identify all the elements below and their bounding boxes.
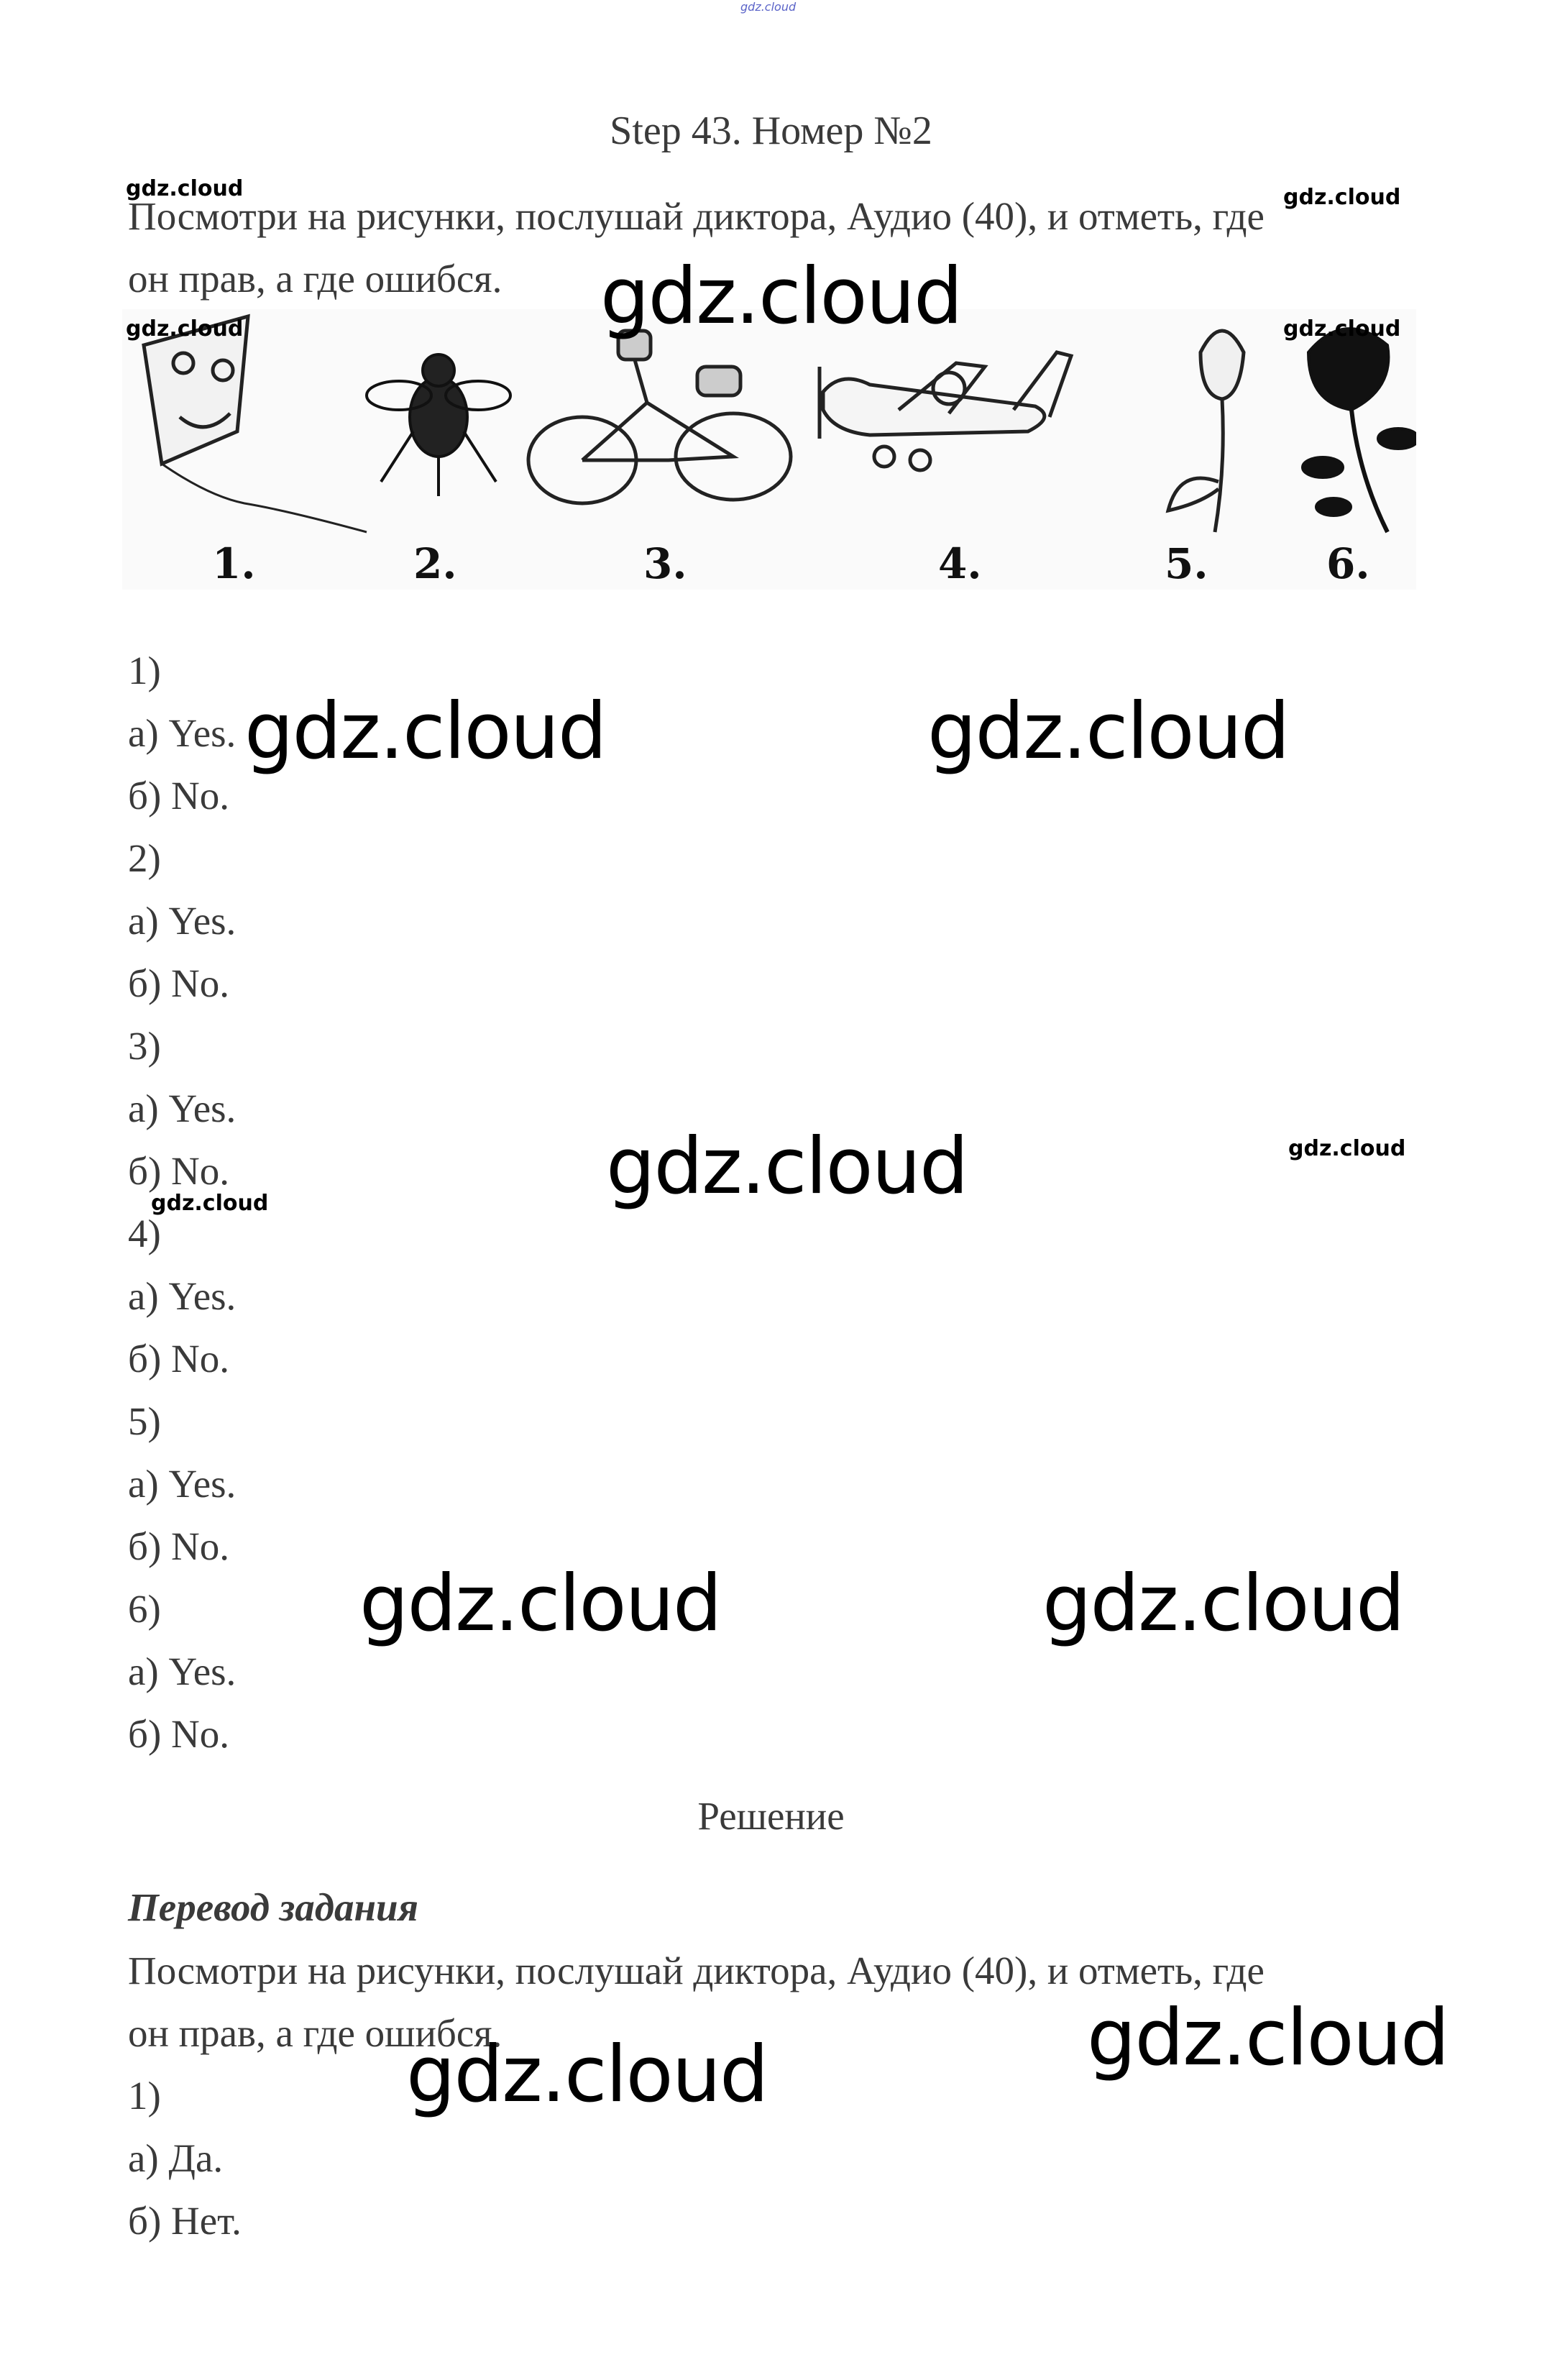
- question-6-answer-b: б) No.: [128, 1712, 230, 1756]
- watermark-large: gdz.cloud: [600, 252, 962, 342]
- task-line-1: Посмотри на рисунки, послушай диктора, Аудио (40), и отметь, где: [128, 194, 1265, 238]
- question-4-answer-a: а) Yes.: [128, 1274, 237, 1318]
- task-line-2: он прав, а где ошибся.: [128, 257, 502, 301]
- question-5-answer-a: а) Yes.: [128, 1462, 237, 1506]
- question-3-answer-b: б) No.: [128, 1149, 230, 1193]
- picture-number-3: 3.: [643, 539, 687, 588]
- question-2-answer-b: б) No.: [128, 961, 230, 1005]
- translation-question-1-answer-b: б) Нет.: [128, 2199, 242, 2243]
- translation-line-1: Посмотри на рисунки, послушай диктора, Аудио (40), и отметь, где: [128, 1949, 1265, 1992]
- watermark-small: gdz.cloud: [1288, 1136, 1406, 1161]
- translation-line-2: он прав, а где ошибся.: [128, 2011, 502, 2055]
- watermark-large: gdz.cloud: [606, 1122, 968, 1212]
- question-1-answer-b: б) No.: [128, 774, 230, 818]
- translation-question-1-answer-a: а) Да.: [128, 2136, 224, 2180]
- watermark-large: gdz.cloud: [927, 687, 1289, 777]
- header-watermark: gdz.cloud: [740, 0, 797, 14]
- question-2-answer-a: а) Yes.: [128, 899, 237, 943]
- watermark-large: gdz.cloud: [244, 687, 606, 777]
- question-6-answer-a: а) Yes.: [128, 1649, 237, 1693]
- question-1-answer-a: а) Yes.: [128, 711, 237, 755]
- watermark-small: gdz.cloud: [1283, 316, 1401, 342]
- watermark-large: gdz.cloud: [1042, 1559, 1404, 1649]
- question-5-answer-b: б) No.: [128, 1524, 230, 1568]
- question-3-answer-a: а) Yes.: [128, 1086, 237, 1130]
- question-5-number: 5): [128, 1399, 161, 1443]
- watermark-large: gdz.cloud: [1087, 1993, 1449, 2083]
- question-6-number: 6): [128, 1587, 161, 1631]
- pictures-strip: [122, 309, 1416, 590]
- watermark-small: gdz.cloud: [126, 316, 244, 342]
- solution-heading: Решение: [697, 1794, 845, 1838]
- pictures-drawing: [122, 309, 1416, 590]
- picture-number-5: 5.: [1165, 539, 1208, 588]
- watermark-small: gdz.cloud: [1283, 185, 1401, 210]
- watermark-small: gdz.cloud: [151, 1191, 269, 1216]
- watermark-large: gdz.cloud: [359, 1559, 721, 1649]
- question-2-number: 2): [128, 836, 161, 880]
- question-4-number: 4): [128, 1212, 161, 1255]
- question-4-answer-b: б) No.: [128, 1337, 230, 1381]
- watermark-large: gdz.cloud: [406, 2030, 768, 2120]
- question-1-number: 1): [128, 649, 161, 692]
- picture-number-4: 4.: [938, 539, 982, 588]
- picture-number-2: 2.: [413, 539, 457, 588]
- question-3-number: 3): [128, 1024, 161, 1068]
- picture-number-1: 1.: [212, 539, 256, 588]
- translation-heading: Перевод задания: [128, 1885, 418, 1929]
- page-title: Step 43. Номер №2: [610, 109, 932, 153]
- translation-question-1-number: 1): [128, 2074, 161, 2118]
- watermark-small: gdz.cloud: [126, 176, 244, 201]
- picture-number-6: 6.: [1326, 539, 1370, 588]
